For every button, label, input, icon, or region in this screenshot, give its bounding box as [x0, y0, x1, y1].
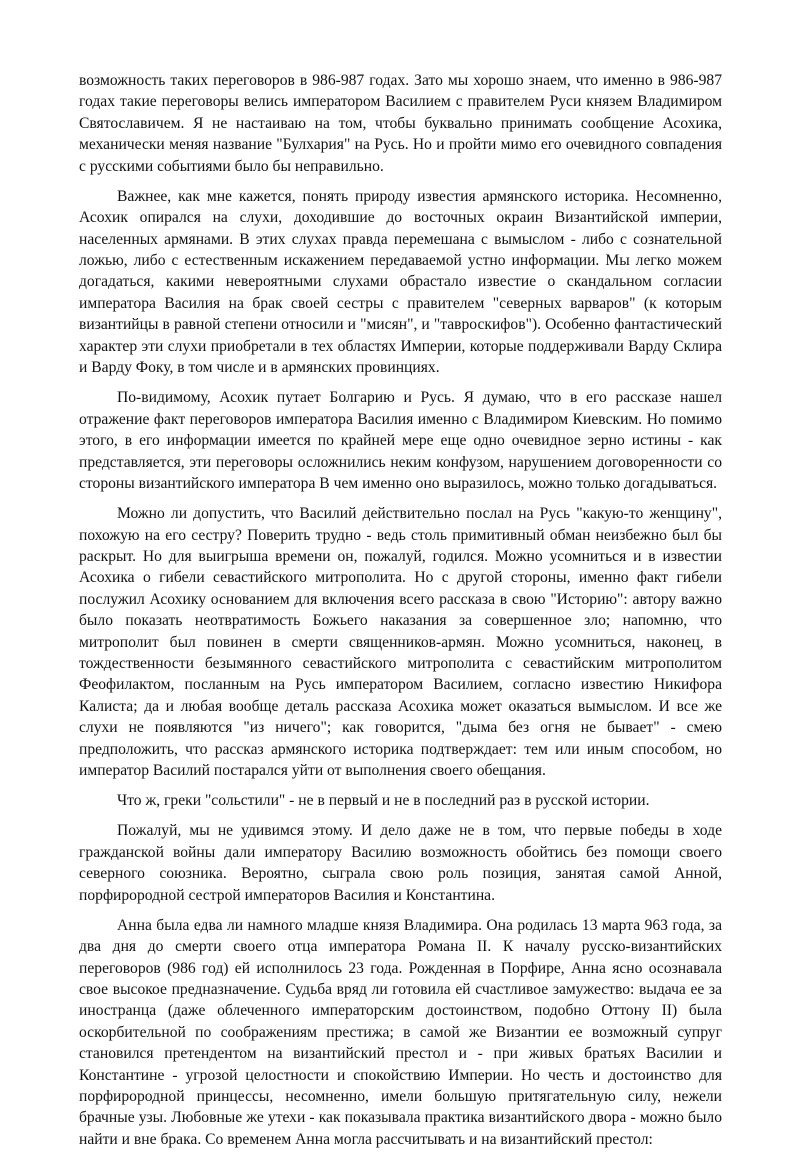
paragraph-5: Что ж, греки "сольстили" - не в первый и не в последний раз в русской истории.	[117, 792, 650, 810]
paragraph-1: возможность таких переговоров в 986-987 годах. Зато мы хорошо знаем, что именно в 986-987 годах такие переговоры велись императором Василием с правителем Руси князем Владимиром Святославичем. Я не настаиваю на том, чтобы буквально принимать сообщение Асохика, механически меняя название "Булхария" на Русь. Но и пройти мимо его очевидного совпадения с русскими событиями было бы неправильно.	[79, 72, 722, 175]
paragraph-6: Пожалуй, мы не удивимся этому. И дело даже не в том, что первые победы в ходе гражданской войны дали императору Василию возможность обойтись без помощи своего северного союзника. Вероятно, сыграла свою роль позиция, занятая самой Анной, порфирородной сестрой императоров Василия и Константина.	[79, 822, 722, 904]
paragraph-2: Важнее, как мне кажется, понять природу известия армянского историка. Несомненно, Асохик опирался на слухи, доходившие до восточных окраин Византийской империи, населенных армянами. В этих слухах правда перемешана с вымыслом - либо с сознательной ложью, либо с естественным искажением передаваемой устно информации. Мы легко можем догадаться, какими невероятными слухами обрастало известие о скандальном согласии императора Василия на брак своей сестры с правителем "северных варваров" (к которым византийцы в равной степени относили и "мисян", и "тавроскифов"). Особенно фантастический характер эти слухи приобретали в тех областях Империи, которые поддерживали Варду Склира и Варду Фоку, в том числе и в армянских провинциях.	[79, 187, 722, 377]
paragraph-4: Можно ли допустить, что Василий действительно послал на Русь "какую-то женщину", похожую на его сестру? Поверить трудно - ведь столь примитивный обман неизбежно был бы раскрыт. Но для выигрыша времени он, пожалуй, годился. Можно усомниться и в известии Асохика о гибели севастийского митрополита. Но с другой стороны, именно факт гибели послужил Асохику основанием для включения всего рассказа в свою "Историю": автору важно было показать неотвратимость Божьего наказания за совершенное зло; напомню, что митрополит был повинен в смерти священников-армян. Можно усомниться, наконец, в тождественности безымянного севастийского митрополита с севастийским митрополитом Феофилактом, посланным на Русь императором Василием, согласно известию Никифора Калиста; да и любая вообще деталь рассказа Асохика может оказаться вымыслом. И все же слухи не появляются "из ничего"; как говорится, "дыма без огня не бывает" - смею предположить, что рассказ армянского историка подтверждает: тем или иным способом, но император Василий постарался уйти от выполнения своего обещания.	[79, 505, 722, 779]
paragraph-3: По-видимому, Асохик путает Болгарию и Русь. Я думаю, что в его рассказе нашел отражение факт переговоров императора Василия именно с Владимиром Киевским. Но помимо этого, в его информации имеется по крайней мере еще одно очевидное зерно истины - как представляется, эти переговоры осложнились неким конфузом, нарушением договоренности со стороны византийского императора В чем именно оно выразилось, можно только догадываться.	[79, 389, 722, 492]
paragraph-7: Анна была едва ли намного младше князя Владимира. Она родилась 13 марта 963 года, за два дня до смерти своего отца императора Романа II. К началу русско-византийских переговоров (986 год) ей исполнилось 23 года. Рожденная в Порфире, Анна ясно осознавала свое высокое предназначение. Судьба вряд ли готовила ей счастливое замужество: выдача ее за иностранца (даже облеченного императорским достоинством, подобно Оттону II) была оскорбительной по соображениям престижа; в самой же Византии ее возможный супруг становился претендентом на византийский престол и - при живых братьях Василии и Константине - угрозой целостности и спокойствию Империи. Но честь и достоинство для порфирородной принцессы, несомненно, имели большую притягательную силу, нежели брачные узы. Любовные же утехи - как показывала практика византийского двора - можно было найти и вне брака. Со временем Анна могла рассчитывать и на византийский престол:	[79, 916, 722, 1148]
document-page	[79, 70, 722, 1159]
